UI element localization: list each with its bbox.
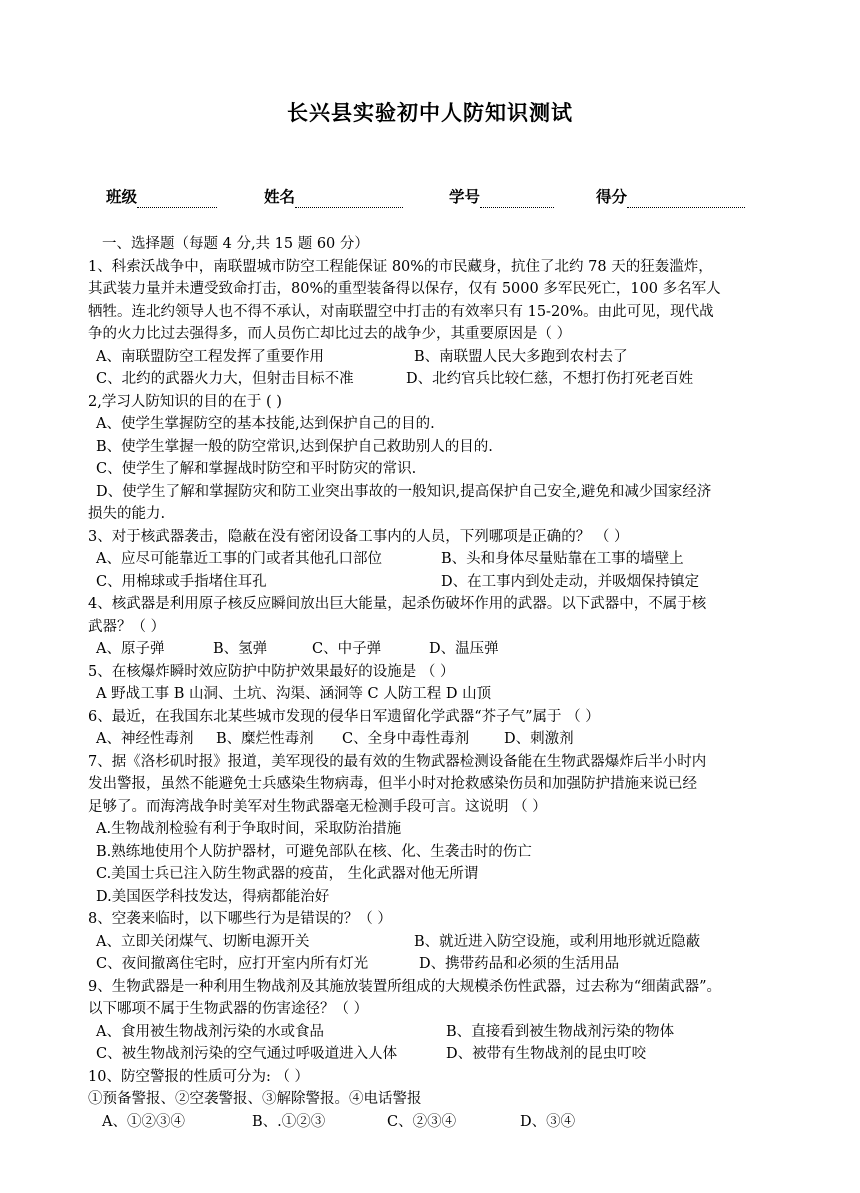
option-a[interactable]: A、神经性毒剂 [96, 731, 194, 747]
question-stem-line: 1、科索沃战争中，南联盟城市防空工程能保证 80%的市民藏身，抗住了北约 78 天的狂轰滥炸， [88, 258, 713, 275]
option-a[interactable]: A、应尽可能靠近工事的门或者其他孔口部位 [96, 551, 382, 567]
alarm-types-list: ①预备警报、②空袭警报、③解除警报。④电话警报 [88, 1091, 422, 1107]
option-a[interactable]: A、立即关闭煤气、切断电源开关 [96, 933, 310, 950]
question-stem-line: 7、据《洛杉矶时报》报道，美军现役的最有效的生物武器检测设备能在生物武器爆炸后半小时内 [88, 753, 707, 770]
question-stem: 2,学习人防知识的目的在于 ( ) [88, 393, 282, 410]
name-blank[interactable] [295, 190, 403, 208]
option-a[interactable]: A、①②③④ [102, 1113, 185, 1130]
section-heading: 一、选择题（每题 4 分,共 15 题 60 分） [102, 236, 369, 252]
option-c[interactable]: C、被生物战剂污染的空气通过呼吸道进入人体 [96, 1046, 398, 1062]
question-body [88, 233, 778, 1133]
question-8 [88, 908, 778, 976]
option-a[interactable]: A、使学生掌握防空的基本技能,达到保护自己的目的. [96, 416, 435, 432]
class-field [106, 186, 217, 208]
question-10 [88, 1066, 778, 1134]
option-b[interactable]: B、糜烂性毒剂 [216, 731, 314, 747]
option-d[interactable]: D、被带有生物战剂的昆虫叮咬 [446, 1046, 647, 1062]
question-stem-line: 牺牲。连北约领导人也不得不承认，对南联盟空中打击的有效率只有 15-20%。由此可见，现代战 [88, 303, 714, 320]
name-field [264, 186, 403, 208]
options-line[interactable]: A 野战工事 B 山洞、土坑、沟渠、涵洞等 C 人防工程 D 山顶 [96, 686, 492, 702]
option-d[interactable]: D、在工事内到处走动，并吸烟保持镇定 [441, 573, 700, 590]
student-number-blank[interactable] [480, 190, 554, 208]
score-field [596, 186, 745, 208]
option-a[interactable]: A、食用被生物战剂污染的水或食品 [96, 1023, 324, 1040]
option-a[interactable]: A.生物战剂检验有利于争取时间，采取防治措施 [96, 821, 402, 837]
question-7 [88, 751, 778, 909]
option-c[interactable]: C.美国士兵已注入防生物武器的疫苗， 生化武器对他无所谓 [96, 866, 479, 882]
question-stem-line: 4、核武器是利用原子核反应瞬间放出巨大能量，起杀伤破坏作用的武器。以下武器中，不属于核 [88, 596, 707, 612]
option-d[interactable]: D、使学生了解和掌握防灾和防工业突出事故的一般知识,提高保护自己安全,避免和减少国家经济 [96, 483, 712, 500]
question-stem-line: 其武装力量并未遭受致命打击，80%的重型装备得以保存，仅有 5000 多军民死亡，100 多名军人 [88, 281, 721, 297]
class-blank[interactable] [137, 190, 217, 208]
option-b[interactable]: B、直接看到被生物战剂污染的物体 [446, 1023, 675, 1040]
question-1 [88, 256, 778, 391]
question-stem: 5、在核爆炸瞬时效应防护中防护效果最好的设施是 （ ） [88, 663, 455, 680]
question-stem-line: 9、生物武器是一种利用生物战剂及其施放装置所组成的大规模杀伤性武器，过去称为“细菌武器”。 [88, 978, 722, 995]
option-d[interactable]: D、刺激剂 [504, 731, 574, 747]
page-title: 长兴县实验初中人防知识测试 [287, 101, 573, 125]
question-3 [88, 526, 778, 594]
option-d[interactable]: D、携带药品和必须的生活用品 [419, 956, 620, 972]
option-a[interactable]: A、原子弹 [96, 641, 165, 657]
question-stem-line: 以下哪项不属于生物武器的伤害途径？（ ） [88, 1001, 369, 1017]
question-stem-line: 发出警报，虽然不能避免士兵感染生物病毒，但半小时对抢救感染伤员和加强防护措施来说已经 [88, 776, 697, 792]
option-b[interactable]: B、.①②③ [252, 1113, 326, 1130]
option-b[interactable]: B、就近进入防空设施，或利用地形就近隐蔽 [414, 933, 701, 950]
option-d[interactable]: D、③④ [520, 1113, 576, 1130]
option-c[interactable]: C、全身中毒性毒剂 [342, 731, 470, 747]
question-2 [88, 391, 778, 526]
question-stem-line: 争的火力比过去强得多，而人员伤亡却比过去的战争少，其重要原因是（ ） [88, 326, 572, 342]
score-label: 得分 [596, 188, 628, 206]
option-c[interactable]: C、北约的武器火力大，但射击目标不准 [96, 371, 354, 387]
option-d[interactable]: D、北约官兵比较仁慈，不想打伤打死老百姓 [406, 371, 694, 387]
option-d[interactable]: D.美国医学科技发达，得病都能治好 [96, 888, 330, 905]
student-info-row [0, 186, 860, 210]
option-c[interactable]: C、使学生了解和掌握战时防空和平时防灾的常识. [96, 461, 417, 477]
option-c[interactable]: C、②③④ [387, 1113, 457, 1130]
option-d-continued: 损失的能力. [88, 506, 166, 522]
question-stem: 8、空袭来临时，以下哪些行为是错误的？（ ） [88, 911, 392, 927]
question-6 [88, 706, 778, 751]
option-b[interactable]: B.熟练地使用个人防护器材，可避免部队在核、化、生袭击时的伤亡 [96, 843, 532, 860]
name-label: 姓名 [264, 188, 296, 206]
question-stem: 6、最近，在我国东北某些城市发现的侵华日军遗留化学武器“芥子气”属于 （ ） [88, 708, 600, 725]
question-stem-line: 足够了。而海湾战争时美军对生物武器毫无检测手段可言。这说明 （ ） [88, 798, 547, 815]
option-b[interactable]: B、氢弹 [213, 641, 268, 657]
class-label: 班级 [106, 188, 138, 206]
option-c[interactable]: C、用棉球或手指堵住耳孔 [96, 573, 267, 590]
option-a[interactable]: A、南联盟防空工程发挥了重要作用 [96, 348, 324, 365]
question-9 [88, 976, 778, 1066]
option-b[interactable]: B、头和身体尽量贴靠在工事的墙壁上 [441, 551, 684, 567]
question-stem: 10、防空警报的性质可分为: （ ） [88, 1068, 310, 1085]
score-blank[interactable] [627, 190, 745, 208]
student-number-field [449, 186, 554, 208]
option-b[interactable]: B、南联盟人民大多跑到农村去了 [414, 348, 628, 365]
option-d[interactable]: D、温压弹 [429, 641, 499, 657]
question-stem-line: 武器？（ ） [88, 618, 166, 635]
option-b[interactable]: B、使学生掌握一般的防空常识,达到保护自己救助别人的目的. [96, 438, 493, 455]
student-number-label: 学号 [449, 188, 481, 206]
question-stem: 3、对于核武器袭击，隐蔽在没有密闭设备工事内的人员，下列哪项是正确的？ （ ） [88, 528, 629, 545]
question-5 [88, 661, 778, 706]
option-c[interactable]: C、中子弹 [312, 641, 382, 657]
option-c[interactable]: C、夜间撤离住宅时，应打开室内所有灯光 [96, 956, 369, 972]
question-4 [88, 593, 778, 661]
